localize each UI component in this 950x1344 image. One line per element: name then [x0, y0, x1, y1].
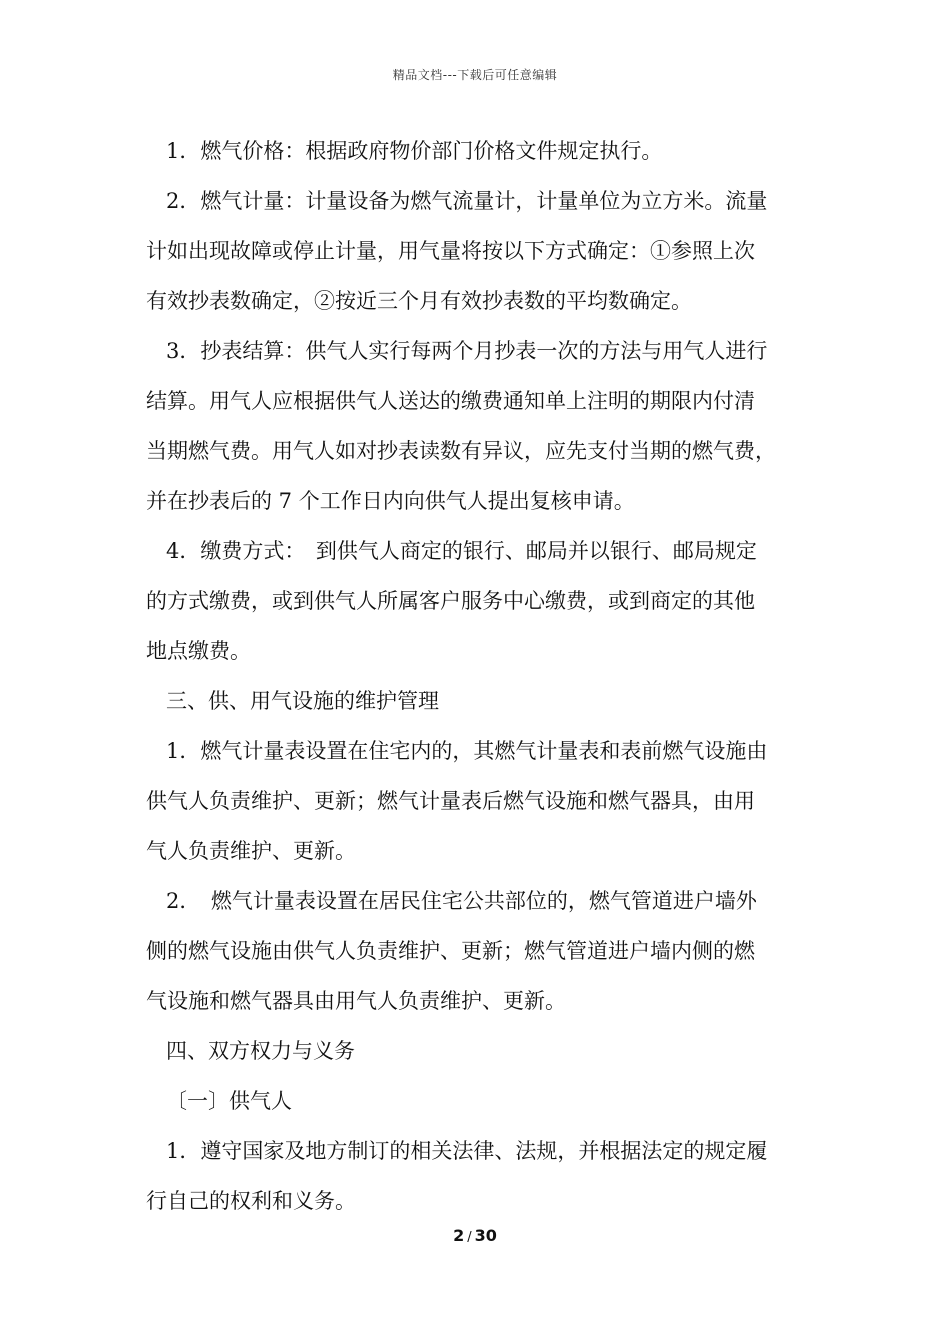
text-line: 4．缴费方式： 到供气人商定的银行、邮局并以银行、邮局规定 — [166, 539, 757, 563]
total-pages: 30 — [474, 1226, 497, 1245]
text-line: 〔一〕供气人 — [166, 1089, 292, 1113]
text-line: 3．抄表结算：供气人实行每两个月抄表一次的方法与用气人进行 — [166, 339, 768, 363]
text-line: 有效抄表数确定，②按近三个月有效抄表数的平均数确定。 — [146, 289, 692, 313]
section-heading — [146, 1026, 826, 1076]
paragraph — [146, 126, 826, 176]
document-body — [146, 126, 826, 1226]
page-number — [0, 1226, 950, 1245]
text-line: 气人负责维护、更新。 — [146, 839, 356, 863]
text-line: 2．燃气计量：计量设备为燃气流量计，计量单位为立方米。流量 — [166, 189, 768, 213]
text-line: 行自己的权利和义务。 — [146, 1189, 356, 1213]
text-line: 1．燃气价格：根据政府物价部门价格文件规定执行。 — [166, 139, 663, 163]
current-page: 2 — [453, 1226, 465, 1245]
paragraph — [146, 726, 826, 876]
text-line: 2． 燃气计量表设置在居民住宅公共部位的，燃气管道进户墙外 — [166, 889, 757, 913]
text-line: 侧的燃气设施由供气人负责维护、更新；燃气管道进户墙内侧的燃 — [146, 939, 755, 963]
paragraph — [146, 176, 826, 326]
paragraph — [146, 526, 826, 676]
subsection-heading — [146, 1076, 826, 1126]
text-line: 1．燃气计量表设置在住宅内的，其燃气计量表和表前燃气设施由 — [166, 739, 768, 763]
paragraph — [146, 326, 826, 526]
text-line: 1．遵守国家及地方制订的相关法律、法规，并根据法定的规定履 — [166, 1139, 768, 1163]
paragraph — [146, 1126, 826, 1226]
text-line: 气设施和燃气器具由用气人负责维护、更新。 — [146, 989, 566, 1013]
paragraph — [146, 876, 826, 1026]
text-line: 结算。用气人应根据供气人送达的缴费通知单上注明的期限内付清 — [146, 389, 755, 413]
text-line: 并在抄表后的 7 个工作日内向供气人提出复核申请。 — [146, 489, 635, 513]
text-line: 当期燃气费。用气人如对抄表读数有异议，应先支付当期的燃气费， — [146, 439, 776, 463]
text-line: 三、供、用气设施的维护管理 — [166, 689, 439, 713]
page-separator: / — [467, 1230, 472, 1245]
text-line: 供气人负责维护、更新；燃气计量表后燃气设施和燃气器具，由用 — [146, 789, 755, 813]
text-line: 地点缴费。 — [146, 639, 251, 663]
text-line: 的方式缴费，或到供气人所属客户服务中心缴费，或到商定的其他 — [146, 589, 755, 613]
text-line: 计如出现故障或停止计量，用气量将按以下方式确定：①参照上次 — [146, 239, 755, 263]
page-header: 精品文档---下载后可任意编辑 — [392, 68, 558, 82]
text-line: 四、双方权力与义务 — [166, 1039, 355, 1063]
section-heading — [146, 676, 826, 726]
